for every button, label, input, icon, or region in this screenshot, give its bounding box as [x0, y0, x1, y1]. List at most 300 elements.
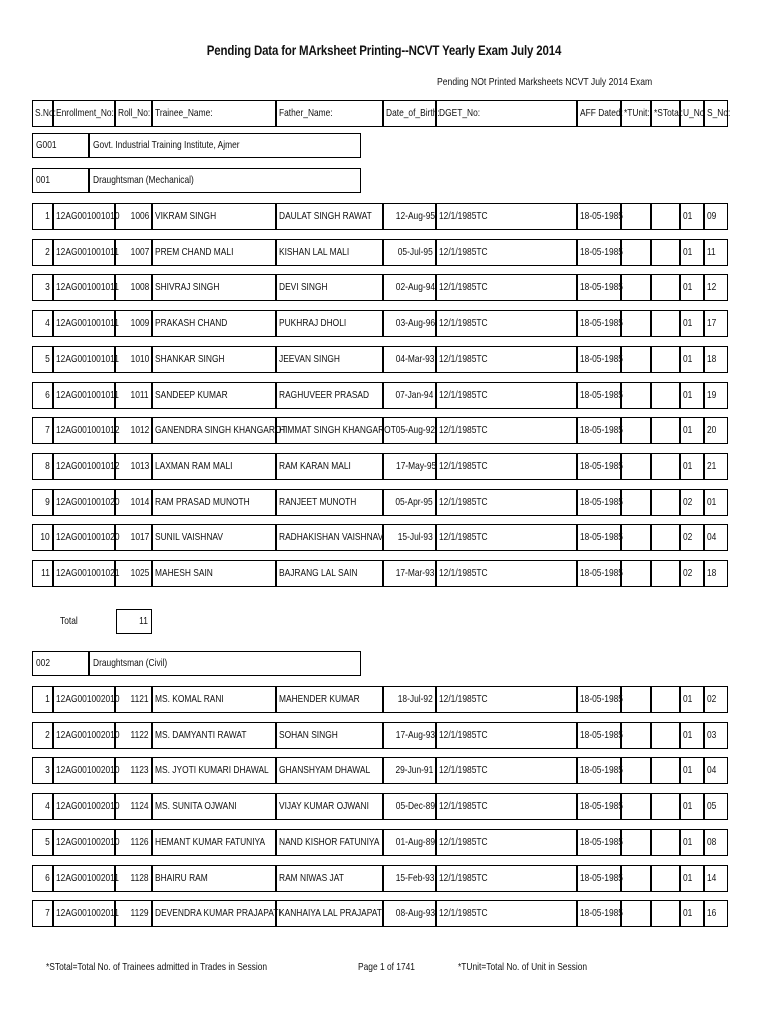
table-cell-dob-text: 07-Jan-94	[395, 389, 434, 401]
table-cell-uno-text: 01	[683, 729, 693, 741]
table-cell-dob	[383, 865, 436, 892]
table-cell-dob-text: 02-Aug-94	[395, 281, 436, 293]
table-cell-trainee-text: SANDEEP KUMAR	[155, 389, 228, 401]
table-cell-sno	[32, 793, 53, 820]
table-cell-roll-text: 1008	[130, 281, 149, 293]
trade-name	[89, 168, 361, 193]
table-cell-dget	[436, 203, 577, 230]
table-cell-trainee	[152, 239, 276, 266]
table-cell-stotal	[651, 560, 680, 587]
table-cell-tunit	[621, 865, 651, 892]
table-cell-dget	[436, 417, 577, 444]
table-cell-trainee-text: SHANKAR SINGH	[155, 353, 225, 365]
table-cell-tunit	[621, 310, 651, 337]
table-cell-dget-text: 12/1/1985TC	[439, 531, 488, 543]
institute-name-text: Govt. Industrial Training Institute, Ajmer	[93, 139, 240, 151]
institute-code-text: G001	[36, 139, 57, 151]
table-cell-trainee-text: SUNIL VAISHNAV	[155, 531, 223, 543]
table-cell-uno-text: 01	[683, 281, 693, 293]
table-cell-dob	[383, 560, 436, 587]
table-cell-roll	[115, 417, 152, 444]
table-cell-tunit	[621, 560, 651, 587]
column-header-uno	[680, 100, 704, 127]
table-cell-enrollment	[53, 829, 120, 856]
table-cell-father	[276, 865, 383, 892]
table-cell-enrollment-text: 12AG001001010	[56, 210, 120, 222]
table-cell-father	[276, 757, 383, 784]
table-cell-trainee	[152, 346, 276, 373]
table-cell-aff	[577, 722, 621, 749]
column-header-father-text: Father_Name:	[279, 107, 333, 119]
table-cell-tunit	[621, 346, 651, 373]
table-cell-roll	[115, 346, 152, 373]
table-cell-sno	[32, 560, 53, 587]
table-cell-roll-text: 1025	[130, 567, 149, 579]
table-cell-stotal	[651, 274, 680, 301]
table-cell-aff	[577, 793, 621, 820]
table-cell-enrollment	[53, 310, 119, 337]
table-cell-father-text: RANJEET MUNOTH	[279, 496, 357, 508]
table-cell-trainee	[152, 274, 276, 301]
table-cell-enrollment-text: 12AG001001020	[56, 531, 120, 543]
table-cell-aff-text: 18-05-1985	[580, 496, 623, 508]
table-cell-father-text: JEEVAN SINGH	[279, 353, 340, 365]
table-cell-dget-text: 12/1/1985TC	[439, 246, 488, 258]
trade-name-text: Draughtsman (Mechanical)	[93, 174, 194, 186]
table-cell-sno	[32, 239, 53, 266]
trade-code	[32, 168, 89, 193]
table-cell-enrollment	[53, 346, 119, 373]
table-cell-roll-text: 1123	[130, 764, 149, 776]
table-cell-sno2	[704, 865, 728, 892]
column-header-sno-text: S.No:	[35, 107, 57, 119]
table-cell-uno-text: 01	[683, 693, 693, 705]
table-cell-father	[276, 274, 383, 301]
table-cell-aff-text: 18-05-1985	[580, 531, 623, 543]
column-header-dob	[383, 100, 440, 127]
table-cell-sno2-text: 20	[707, 424, 717, 436]
table-cell-enrollment	[53, 453, 120, 480]
table-cell-sno2	[704, 793, 728, 820]
table-cell-tunit	[621, 757, 651, 784]
table-cell-trainee-text: SHIVRAJ SINGH	[155, 281, 220, 293]
table-cell-aff	[577, 310, 621, 337]
table-cell-enrollment-text: 12AG001001021	[56, 567, 120, 579]
table-cell-enrollment-text: 12AG001001011	[56, 281, 119, 293]
table-cell-trainee-text: VIKRAM SINGH	[155, 210, 217, 222]
table-cell-sno-text: 1	[45, 693, 50, 705]
table-cell-uno-text: 01	[683, 836, 693, 848]
table-cell-dob	[383, 757, 436, 784]
table-cell-sno2-text: 08	[707, 836, 717, 848]
table-cell-stotal	[651, 310, 680, 337]
column-header-enrollment-text: Enrollment_No:	[56, 107, 114, 119]
table-cell-roll-text: 1012	[130, 424, 149, 436]
table-cell-trainee	[152, 722, 276, 749]
table-cell-dob-text: 12-Aug-95	[395, 210, 436, 222]
table-cell-sno2-text: 17	[707, 317, 717, 329]
table-cell-enrollment-text: 12AG001002010	[56, 693, 120, 705]
table-cell-trainee	[152, 865, 276, 892]
table-cell-aff-text: 18-05-1985	[580, 389, 623, 401]
table-cell-dget-text: 12/1/1985TC	[439, 424, 488, 436]
table-cell-aff	[577, 239, 621, 266]
table-cell-trainee-text: PREM CHAND MALI	[155, 246, 234, 258]
table-cell-uno	[680, 900, 704, 927]
table-cell-father-text: MAHENDER KUMAR	[279, 693, 360, 705]
table-cell-uno	[680, 310, 704, 337]
table-cell-sno2-text: 04	[707, 531, 717, 543]
table-cell-trainee	[152, 310, 276, 337]
table-cell-uno	[680, 346, 704, 373]
table-cell-trainee-text: HEMANT KUMAR FATUNIYA	[155, 836, 266, 848]
table-cell-father	[276, 203, 383, 230]
table-cell-aff	[577, 453, 621, 480]
column-header-trainee-text: Trainee_Name:	[155, 107, 213, 119]
table-cell-enrollment	[53, 203, 120, 230]
table-cell-dob-text: 17-Aug-93	[395, 729, 436, 741]
table-cell-enrollment-text: 12AG001002010	[56, 764, 120, 776]
table-cell-enrollment	[53, 382, 119, 409]
table-cell-trainee-text: GANENDRA SINGH KHANGAROT	[155, 424, 287, 436]
table-cell-father	[276, 382, 383, 409]
table-cell-roll	[115, 793, 152, 820]
table-cell-stotal	[651, 453, 680, 480]
table-cell-stotal	[651, 346, 680, 373]
table-cell-dob-text: 05-Apr-95	[395, 496, 433, 508]
table-cell-roll	[115, 829, 152, 856]
table-cell-sno2-text: 16	[707, 907, 717, 919]
table-cell-stotal	[651, 722, 680, 749]
table-cell-sno2	[704, 900, 728, 927]
table-cell-father	[276, 417, 396, 444]
table-cell-enrollment-text: 12AG001001012	[56, 424, 120, 436]
table-cell-dob	[383, 722, 436, 749]
table-cell-dget	[436, 686, 577, 713]
column-header-tunit-text: *TUnit:	[624, 107, 650, 119]
table-cell-father-text: VIJAY KUMAR OJWANI	[279, 800, 369, 812]
table-cell-father-text: HIMMAT SINGH KHANGAROT	[279, 424, 396, 436]
table-cell-dget	[436, 865, 577, 892]
table-cell-aff	[577, 417, 621, 444]
trade-name	[89, 651, 361, 676]
table-cell-sno2-text: 18	[707, 353, 717, 365]
table-cell-dob-text: 05-Dec-89	[395, 800, 436, 812]
table-cell-sno-text: 3	[45, 764, 50, 776]
table-cell-father-text: KISHAN LAL MALI	[279, 246, 350, 258]
table-cell-sno	[32, 310, 53, 337]
table-cell-sno2	[704, 310, 728, 337]
table-cell-roll-text: 1013	[130, 460, 149, 472]
table-cell-uno	[680, 757, 704, 784]
table-cell-roll	[115, 686, 152, 713]
table-cell-roll	[115, 310, 152, 337]
table-cell-trainee	[152, 203, 276, 230]
table-cell-trainee	[152, 793, 276, 820]
table-cell-sno	[32, 382, 53, 409]
table-cell-sno-text: 3	[45, 281, 50, 293]
table-cell-roll-text: 1121	[130, 693, 149, 705]
table-cell-enrollment	[53, 417, 120, 444]
table-cell-dget	[436, 524, 577, 551]
table-cell-roll	[115, 560, 152, 587]
column-header-dob-text: Date_of_Birth:	[386, 107, 440, 119]
table-cell-enrollment	[53, 489, 120, 516]
table-cell-roll-text: 1007	[130, 246, 149, 258]
table-cell-aff-text: 18-05-1985	[580, 424, 623, 436]
table-cell-stotal	[651, 417, 680, 444]
footer-tunit-note: *TUnit=Total No. of Unit in Session	[458, 961, 588, 973]
table-cell-roll	[115, 382, 152, 409]
table-cell-sno2-text: 21	[707, 460, 717, 472]
table-cell-stotal	[651, 865, 680, 892]
table-cell-dob-text: 15-Jul-93	[397, 531, 433, 543]
table-cell-dob	[383, 203, 436, 230]
table-cell-trainee-text: MS. JYOTI KUMARI DHAWAL	[155, 764, 269, 776]
table-cell-roll	[115, 203, 152, 230]
table-cell-sno	[32, 417, 53, 444]
table-cell-dob	[383, 829, 436, 856]
table-cell-sno2-text: 03	[707, 729, 717, 741]
table-cell-aff-text: 18-05-1985	[580, 693, 623, 705]
table-cell-trainee-text: MAHESH SAIN	[155, 567, 213, 579]
table-cell-enrollment-text: 12AG001002010	[56, 836, 120, 848]
table-cell-uno	[680, 274, 704, 301]
table-cell-sno2-text: 09	[707, 210, 717, 222]
table-cell-stotal	[651, 900, 680, 927]
table-cell-father-text: DAULAT SINGH RAWAT	[279, 210, 372, 222]
page-title: Pending Data for MArksheet Printing--NCVT Yearly Exam July 2014	[206, 42, 562, 58]
table-cell-stotal	[651, 203, 680, 230]
table-cell-dget	[436, 489, 577, 516]
table-cell-father	[276, 524, 383, 551]
table-cell-uno-text: 01	[683, 424, 693, 436]
table-cell-sno-text: 7	[45, 907, 50, 919]
table-cell-uno-text: 01	[683, 907, 693, 919]
table-cell-roll	[115, 865, 152, 892]
table-cell-tunit	[621, 722, 651, 749]
table-cell-aff	[577, 382, 621, 409]
table-cell-enrollment	[53, 274, 119, 301]
table-cell-roll-text: 1006	[130, 210, 149, 222]
table-cell-sno2	[704, 524, 728, 551]
total-count	[116, 609, 152, 634]
table-cell-dget-text: 12/1/1985TC	[439, 210, 488, 222]
table-cell-sno2-text: 14	[707, 872, 717, 884]
table-cell-uno-text: 01	[683, 246, 693, 258]
total-count-text: 11	[139, 615, 148, 627]
table-cell-sno2	[704, 722, 728, 749]
table-cell-dob	[383, 274, 436, 301]
column-header-stotal	[651, 100, 683, 127]
table-cell-aff	[577, 686, 621, 713]
table-cell-father-text: RAM KARAN MALI	[279, 460, 351, 472]
table-cell-uno	[680, 453, 704, 480]
column-header-enrollment	[53, 100, 115, 127]
table-cell-enrollment	[53, 560, 120, 587]
table-cell-dob	[383, 239, 436, 266]
table-cell-sno-text: 1	[45, 210, 50, 222]
column-header-roll	[115, 100, 152, 127]
table-cell-sno-text: 5	[45, 836, 50, 848]
table-cell-trainee	[152, 382, 276, 409]
table-cell-enrollment	[53, 722, 120, 749]
table-cell-dob	[383, 489, 436, 516]
table-cell-sno-text: 7	[45, 424, 50, 436]
table-cell-aff-text: 18-05-1985	[580, 353, 623, 365]
table-cell-father-text: DEVI SINGH	[279, 281, 328, 293]
table-cell-aff-text: 18-05-1985	[580, 281, 623, 293]
table-cell-aff-text: 18-05-1985	[580, 764, 623, 776]
table-cell-enrollment	[53, 900, 119, 927]
table-cell-roll	[115, 757, 152, 784]
table-cell-uno-text: 02	[683, 496, 693, 508]
table-cell-dget-text: 12/1/1985TC	[439, 836, 488, 848]
column-header-sno2-text: S_No:	[707, 107, 731, 119]
table-cell-father-text: KANHAIYA LAL PRAJAPATI	[279, 907, 385, 919]
table-cell-aff	[577, 900, 621, 927]
column-header-aff-text: AFF Dated:	[580, 107, 623, 119]
table-cell-father	[276, 722, 383, 749]
table-cell-dget-text: 12/1/1985TC	[439, 496, 488, 508]
table-cell-father	[276, 686, 383, 713]
table-cell-father	[276, 560, 383, 587]
table-cell-trainee	[152, 489, 276, 516]
table-cell-sno	[32, 900, 53, 927]
table-cell-sno2	[704, 382, 728, 409]
table-cell-roll-text: 1129	[130, 907, 149, 919]
table-cell-sno	[32, 722, 53, 749]
table-cell-sno2-text: 11	[707, 246, 716, 258]
table-cell-trainee	[152, 829, 276, 856]
table-cell-tunit	[621, 489, 651, 516]
table-cell-dget	[436, 310, 577, 337]
table-cell-dob-text: 29-Jun-91	[395, 764, 434, 776]
table-cell-dget-text: 12/1/1985TC	[439, 872, 488, 884]
table-cell-dob-text: 04-Mar-93	[395, 353, 435, 365]
table-cell-aff-text: 18-05-1985	[580, 729, 623, 741]
table-cell-roll	[115, 274, 152, 301]
table-cell-dget	[436, 382, 577, 409]
table-cell-father	[276, 793, 383, 820]
column-header-trainee	[152, 100, 276, 127]
table-cell-uno-text: 01	[683, 460, 693, 472]
table-cell-dob-text: 05-Jul-95	[397, 246, 433, 258]
table-cell-sno2-text: 19	[707, 389, 717, 401]
table-cell-enrollment-text: 12AG001001011	[56, 246, 119, 258]
table-cell-sno-text: 2	[45, 246, 50, 258]
table-cell-trainee	[152, 757, 276, 784]
table-cell-dget-text: 12/1/1985TC	[439, 907, 488, 919]
trade-code	[32, 651, 89, 676]
table-cell-tunit	[621, 417, 651, 444]
table-cell-dget	[436, 722, 577, 749]
table-cell-trainee-text: RAM PRASAD MUNOTH	[155, 496, 250, 508]
table-cell-dob-text: 17-Mar-93	[395, 567, 435, 579]
table-cell-sno	[32, 686, 53, 713]
table-cell-sno2	[704, 686, 728, 713]
table-cell-aff-text: 18-05-1985	[580, 567, 623, 579]
table-cell-uno	[680, 829, 704, 856]
table-cell-enrollment-text: 12AG001002011	[56, 907, 119, 919]
table-cell-dob	[383, 346, 436, 373]
table-cell-trainee-text: PRAKASH CHAND	[155, 317, 228, 329]
table-cell-sno2-text: 12	[707, 281, 717, 293]
table-cell-stotal	[651, 382, 680, 409]
table-cell-father	[276, 310, 383, 337]
table-cell-sno	[32, 346, 53, 373]
table-cell-dget	[436, 793, 577, 820]
table-cell-enrollment-text: 12AG001002011	[56, 872, 119, 884]
table-cell-enrollment	[53, 793, 120, 820]
table-cell-enrollment	[53, 686, 120, 713]
table-cell-uno	[680, 203, 704, 230]
table-cell-sno-text: 6	[45, 389, 50, 401]
table-cell-enrollment-text: 12AG001001012	[56, 460, 120, 472]
trade-code-text: 001	[36, 174, 51, 186]
table-cell-roll	[115, 900, 152, 927]
table-cell-sno-text: 10	[40, 531, 50, 543]
table-cell-dget	[436, 560, 577, 587]
table-cell-trainee	[152, 453, 276, 480]
table-cell-sno-text: 4	[45, 800, 50, 812]
table-cell-roll-text: 1017	[130, 531, 149, 543]
table-cell-uno	[680, 793, 704, 820]
table-cell-aff	[577, 560, 621, 587]
column-header-father	[276, 100, 383, 127]
table-cell-uno-text: 02	[683, 567, 693, 579]
table-cell-aff-text: 18-05-1985	[580, 210, 623, 222]
table-cell-dob-text: 17-May-95	[396, 460, 437, 472]
table-cell-tunit	[621, 203, 651, 230]
table-cell-sno2-text: 01	[707, 496, 717, 508]
table-cell-aff-text: 18-05-1985	[580, 317, 623, 329]
table-cell-tunit	[621, 793, 651, 820]
table-cell-father-text: SOHAN SINGH	[279, 729, 338, 741]
table-cell-aff	[577, 489, 621, 516]
table-cell-trainee	[152, 686, 276, 713]
table-cell-dob-text: 05-Aug-92	[395, 424, 436, 436]
total-label: Total	[60, 615, 78, 627]
table-cell-sno	[32, 274, 53, 301]
footer-stotal-note: *STotal=Total No. of Trainees admitted in Trades in Session	[46, 961, 268, 973]
table-cell-uno	[680, 239, 704, 266]
table-cell-aff-text: 18-05-1985	[580, 836, 623, 848]
table-cell-roll-text: 1128	[130, 872, 149, 884]
table-cell-father	[276, 453, 383, 480]
table-cell-trainee-text: MS. KOMAL RANI	[155, 693, 224, 705]
table-cell-dget	[436, 453, 577, 480]
table-cell-sno2	[704, 239, 728, 266]
table-cell-dget	[436, 829, 577, 856]
table-cell-roll	[115, 524, 152, 551]
table-cell-dob	[383, 793, 436, 820]
table-cell-dget-text: 12/1/1985TC	[439, 317, 488, 329]
table-cell-uno	[680, 489, 704, 516]
table-cell-father-text: GHANSHYAM DHAWAL	[279, 764, 371, 776]
table-cell-dget-text: 12/1/1985TC	[439, 460, 488, 472]
table-cell-stotal	[651, 829, 680, 856]
table-cell-trainee	[152, 900, 281, 927]
table-cell-sno	[32, 489, 53, 516]
table-cell-dob	[383, 453, 436, 480]
table-cell-roll	[115, 489, 152, 516]
table-cell-enrollment-text: 12AG001001011	[56, 317, 119, 329]
table-cell-stotal	[651, 793, 680, 820]
table-cell-enrollment-text: 12AG001002010	[56, 800, 120, 812]
table-cell-aff-text: 18-05-1985	[580, 460, 623, 472]
table-cell-dob-text: 03-Aug-96	[395, 317, 436, 329]
